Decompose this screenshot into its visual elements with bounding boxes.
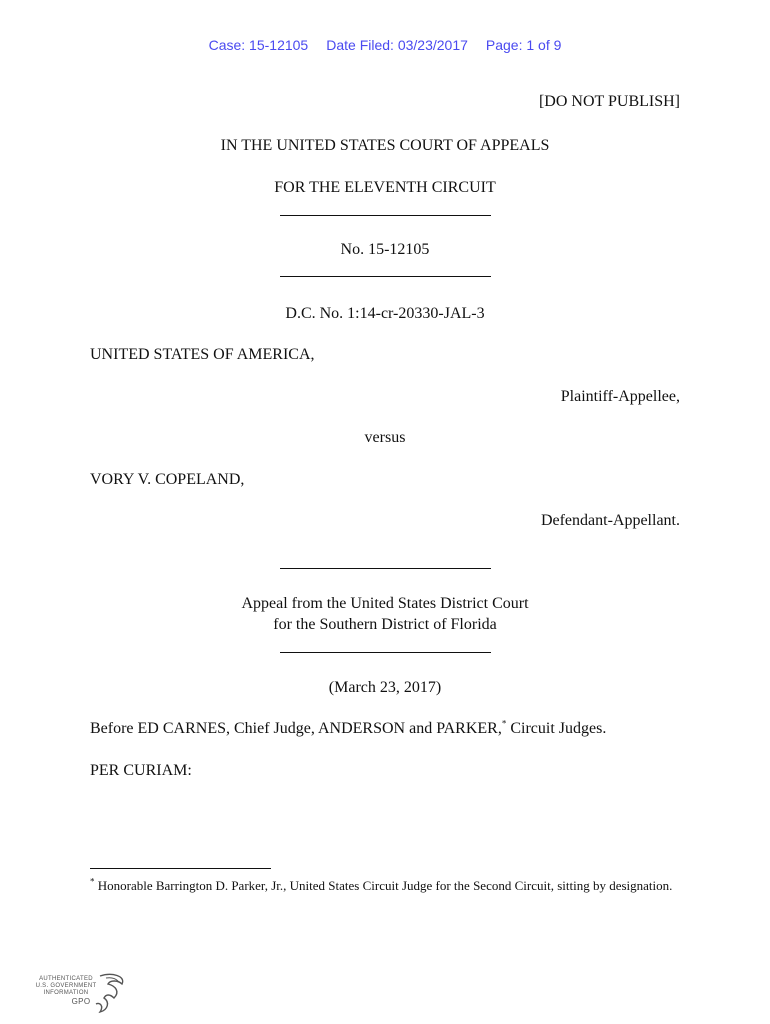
footnote — [90, 877, 690, 895]
page-indicator: Page: 1 of 9 — [485, 37, 562, 53]
panel-line — [90, 719, 606, 739]
panel-text: Before ED CARNES, Chief Judge, ANDERSON and PARKER, — [90, 720, 502, 737]
divider — [280, 215, 491, 216]
seal-line-2: U.S. GOVERNMENT — [35, 983, 97, 989]
court-name: IN THE UNITED STATES COURT OF APPEALS — [220, 137, 550, 154]
footnote-divider — [90, 868, 271, 869]
decision-date: (March 23, 2017) — [328, 679, 442, 696]
seal-line-4: GPO — [71, 997, 91, 1006]
per-curiam: PER CURIAM: — [90, 762, 192, 779]
appeal-line-2: for the Southern District of Florida — [273, 616, 497, 633]
plaintiff-name: UNITED STATES OF AMERICA, — [90, 346, 315, 363]
seal-line-1: AUTHENTICATED — [39, 976, 93, 982]
divider — [280, 276, 491, 277]
footnote-marker: * — [501, 718, 507, 729]
case-header — [0, 37, 770, 53]
footnote-marker: * — [90, 876, 95, 887]
defendant-name: VORY V. COPELAND, — [90, 471, 245, 488]
case-number: Case: 15-12105 — [208, 37, 309, 53]
divider — [280, 652, 491, 653]
defendant-role: Defendant-Appellant. — [540, 512, 680, 529]
plaintiff-role: Plaintiff-Appellee, — [560, 388, 680, 405]
appeal-line-1: Appeal from the United States District Court — [241, 595, 529, 612]
panel-suffix: Circuit Judges. — [506, 720, 607, 737]
case-no: No. 15-12105 — [340, 241, 430, 258]
circuit-name: FOR THE ELEVENTH CIRCUIT — [274, 179, 496, 196]
publish-tag: [DO NOT PUBLISH] — [538, 93, 680, 110]
gpo-authentication-seal — [30, 972, 130, 1016]
date-filed: Date Filed: 03/23/2017 — [326, 37, 468, 53]
divider — [280, 568, 491, 569]
seal-line-3: INFORMATION — [43, 990, 89, 996]
dc-no: D.C. No. 1:14-cr-20330-JAL-3 — [285, 305, 485, 322]
footnote-text: Honorable Barrington D. Parker, Jr., United States Circuit Judge for the Second Circuit, sitting by designation. — [94, 878, 673, 893]
versus-label: versus — [364, 429, 406, 446]
